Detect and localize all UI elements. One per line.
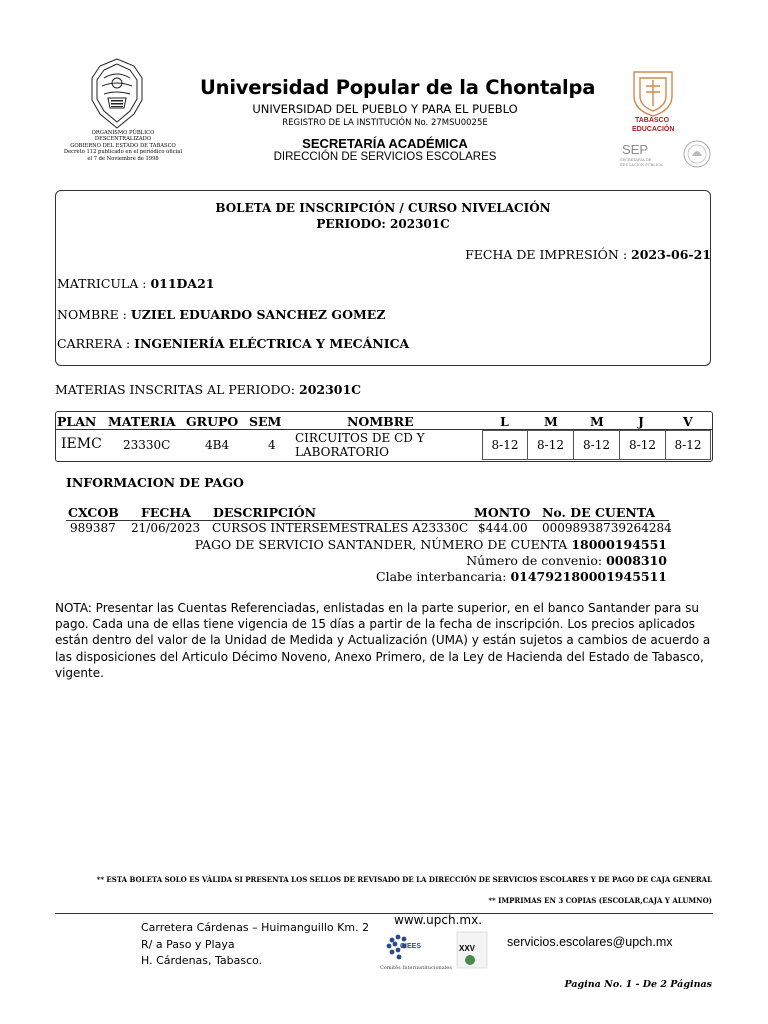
address-line: H. Cárdenas, Tabasco. xyxy=(141,954,263,967)
matricula-label: MATRICULA : xyxy=(57,276,147,291)
tabasco-label: TABASCO xyxy=(634,117,670,124)
nombre-label: NOMBRE : xyxy=(57,307,127,322)
page-number: Pagina No. 1 - De 2 Páginas xyxy=(564,979,712,990)
informacion-pago-title: INFORMACION DE PAGO xyxy=(66,475,244,490)
pago-header-fecha: FECHA xyxy=(141,505,191,520)
educacion-label: EDUCACIÓN xyxy=(632,126,675,133)
upch-logo xyxy=(78,56,156,132)
materias-header xyxy=(55,382,361,397)
carrera-line xyxy=(57,336,409,351)
pago-header-monto: MONTO xyxy=(474,505,531,520)
fecha-impresion xyxy=(465,247,711,262)
address-block xyxy=(141,920,369,970)
fecha-value: 2023-06-21 xyxy=(631,247,711,262)
cell-materia: 23330C xyxy=(123,438,171,452)
registro-institucion: REGISTRO DE LA INSTITUCIÓN No. 27MSU0025E xyxy=(282,118,488,128)
sep-subtitle: SECRETARÍA DE EDUCACIÓN PÚBLICA xyxy=(620,158,663,167)
pago-header-descripcion: DESCRIPCIÓN xyxy=(213,505,317,520)
col-header-grupo: GRUPO xyxy=(186,414,239,429)
clabe-value: 014792180001945511 xyxy=(510,569,667,584)
aviso-sellos: ** ESTA BOLETA SOLO ES VÁLIDA SI PRESENTA LOS SELLOS DE REVISADO DE LA DIRECCIÓN DE SERVICIOS ESCOLARES Y DE PAGO DE CAJA GENERAL xyxy=(96,875,712,884)
fecha-label: FECHA DE IMPRESIÓN : xyxy=(465,247,628,262)
clabe-label: Clabe interbancaria: xyxy=(376,569,507,584)
cell-nombre xyxy=(295,431,425,459)
org-line: el 7 de Noviembre de 1998 xyxy=(87,155,159,162)
tabasco-label-block xyxy=(632,116,675,134)
servicio-label: PAGO DE SERVICIO SANTANDER, NÚMERO DE CUENTA xyxy=(194,537,568,552)
address-line: Carretera Cárdenas – Huimanguillo Km. 2 xyxy=(141,921,370,934)
sep-logo-text: SEP xyxy=(622,142,649,157)
aviso-copias: ** IMPRIMAS EN 3 COPIAS (ESCOLAR,CAJA Y ALUMNO) xyxy=(488,896,712,905)
direccion-servicios: DIRECCIÓN DE SERVICIOS ESCOLARES xyxy=(273,151,497,163)
website-link[interactable]: www.upch.mx. xyxy=(394,913,483,927)
pago-cell-cuenta: 00098938739264284 xyxy=(542,521,672,535)
university-title: Universidad Popular de la Chontalpa xyxy=(200,76,596,99)
servicio-cuenta: 18000194551 xyxy=(571,537,667,552)
email-link[interactable]: servicios.escolares@upch.mx xyxy=(507,935,673,949)
xxv-label: XXV xyxy=(459,944,476,953)
university-motto: UNIVERSIDAD DEL PUEBLO Y PARA EL PUEBLO xyxy=(252,102,518,116)
pago-cell-descripcion: CURSOS INTERSEMESTRALES A23330C xyxy=(212,521,469,535)
pago-cell-cxcob: 989387 xyxy=(70,521,116,535)
day-cell-martes: 8-12 xyxy=(527,430,574,460)
day-cell-viernes: 8-12 xyxy=(665,430,711,460)
ciees-label: CIEES xyxy=(400,943,422,950)
footer-divider xyxy=(55,913,713,914)
periodo-label: PERIODO: xyxy=(316,217,386,231)
org-line: ORGANISMO PÚBLICO xyxy=(91,130,155,136)
nombre-value: UZIEL EDUARDO SANCHEZ GOMEZ xyxy=(130,307,386,322)
pago-servicio-line xyxy=(195,537,667,552)
tabasco-logo xyxy=(628,66,678,118)
col-header-v: V xyxy=(683,414,693,429)
day-cell-jueves: 8-12 xyxy=(619,430,666,460)
col-header-j: J xyxy=(638,414,644,429)
day-cell-lunes: 8-12 xyxy=(482,430,528,460)
carrera-value: INGENIERÍA ELÉCTRICA Y MECÁNICA xyxy=(134,336,410,351)
comites-label: Comités Interinstitucionales xyxy=(380,965,452,971)
mexico-seal-icon xyxy=(680,138,714,170)
materias-periodo: 202301C xyxy=(299,382,362,397)
address-line: R/ a Paso y Playa xyxy=(141,937,235,951)
materias-label: MATERIAS INSCRITAS AL PERIODO: xyxy=(55,382,296,397)
clabe-line xyxy=(376,569,667,584)
carrera-label: CARRERA : xyxy=(57,336,131,351)
pago-header-cuenta: No. DE CUENTA xyxy=(542,505,656,520)
boleta-periodo xyxy=(55,217,711,231)
boleta-title: BOLETA DE INSCRIPCIÓN / CURSO NIVELACIÓN xyxy=(215,201,551,215)
cell-plan: IEMC xyxy=(61,436,102,452)
nombre-line xyxy=(57,307,385,322)
pago-header-cxcob: CXCOB xyxy=(68,505,119,520)
nota-paragraph: NOTA: Presentar las Cuentas Referenciadas, enlistadas en la parte superior, en el banco Santander para su pago. Cada una de ellas tiene vigencia de 15 días a partir de la fecha de inscripción. Los precios aplicados están dentro del valor de la Unidad de Medida y Actualización (UMA) y están sujetos a cambios de acuerdo a las disposiciones del Articulo Décimo Noveno, Anexo Primero, de la Ley de Hacienda del Estado de Tabasco, vigente. xyxy=(55,601,711,680)
col-header-m2: M xyxy=(590,414,604,429)
cell-nombre-line1: CIRCUITOS DE CD Y xyxy=(295,431,425,445)
periodo-value: 202301C xyxy=(390,217,450,231)
matricula-line xyxy=(57,276,214,291)
cell-nombre-line2: LABORATORIO xyxy=(295,445,390,459)
col-header-l: L xyxy=(500,414,509,429)
pago-cell-monto: $444.00 xyxy=(478,521,528,535)
org-line: GOBIERNO DEL ESTADO DE TABASCO xyxy=(70,142,176,149)
cell-sem: 4 xyxy=(268,438,276,452)
day-cell-miercoles: 8-12 xyxy=(573,430,620,460)
col-header-sem: SEM xyxy=(249,414,282,429)
convenio-value: 0008310 xyxy=(606,553,667,568)
convenio-line xyxy=(466,553,667,568)
col-header-m: M xyxy=(544,414,558,429)
col-header-nombre: NOMBRE xyxy=(347,414,414,429)
col-header-materia: MATERIA xyxy=(108,414,176,429)
secretaria-academica: SECRETARÍA ACADÉMICA xyxy=(302,136,468,151)
org-line: DESCENTRALIZADO xyxy=(94,136,152,143)
org-line: Decreto 112 publicado en el periódico oficial xyxy=(63,149,183,156)
matricula-value: 011DA21 xyxy=(150,276,215,291)
col-header-plan: PLAN xyxy=(57,414,97,429)
cell-grupo: 4B4 xyxy=(205,438,230,452)
convenio-label: Número de convenio: xyxy=(466,553,603,568)
pago-cell-fecha: 21/06/2023 xyxy=(131,521,201,535)
organismo-text xyxy=(56,130,190,162)
